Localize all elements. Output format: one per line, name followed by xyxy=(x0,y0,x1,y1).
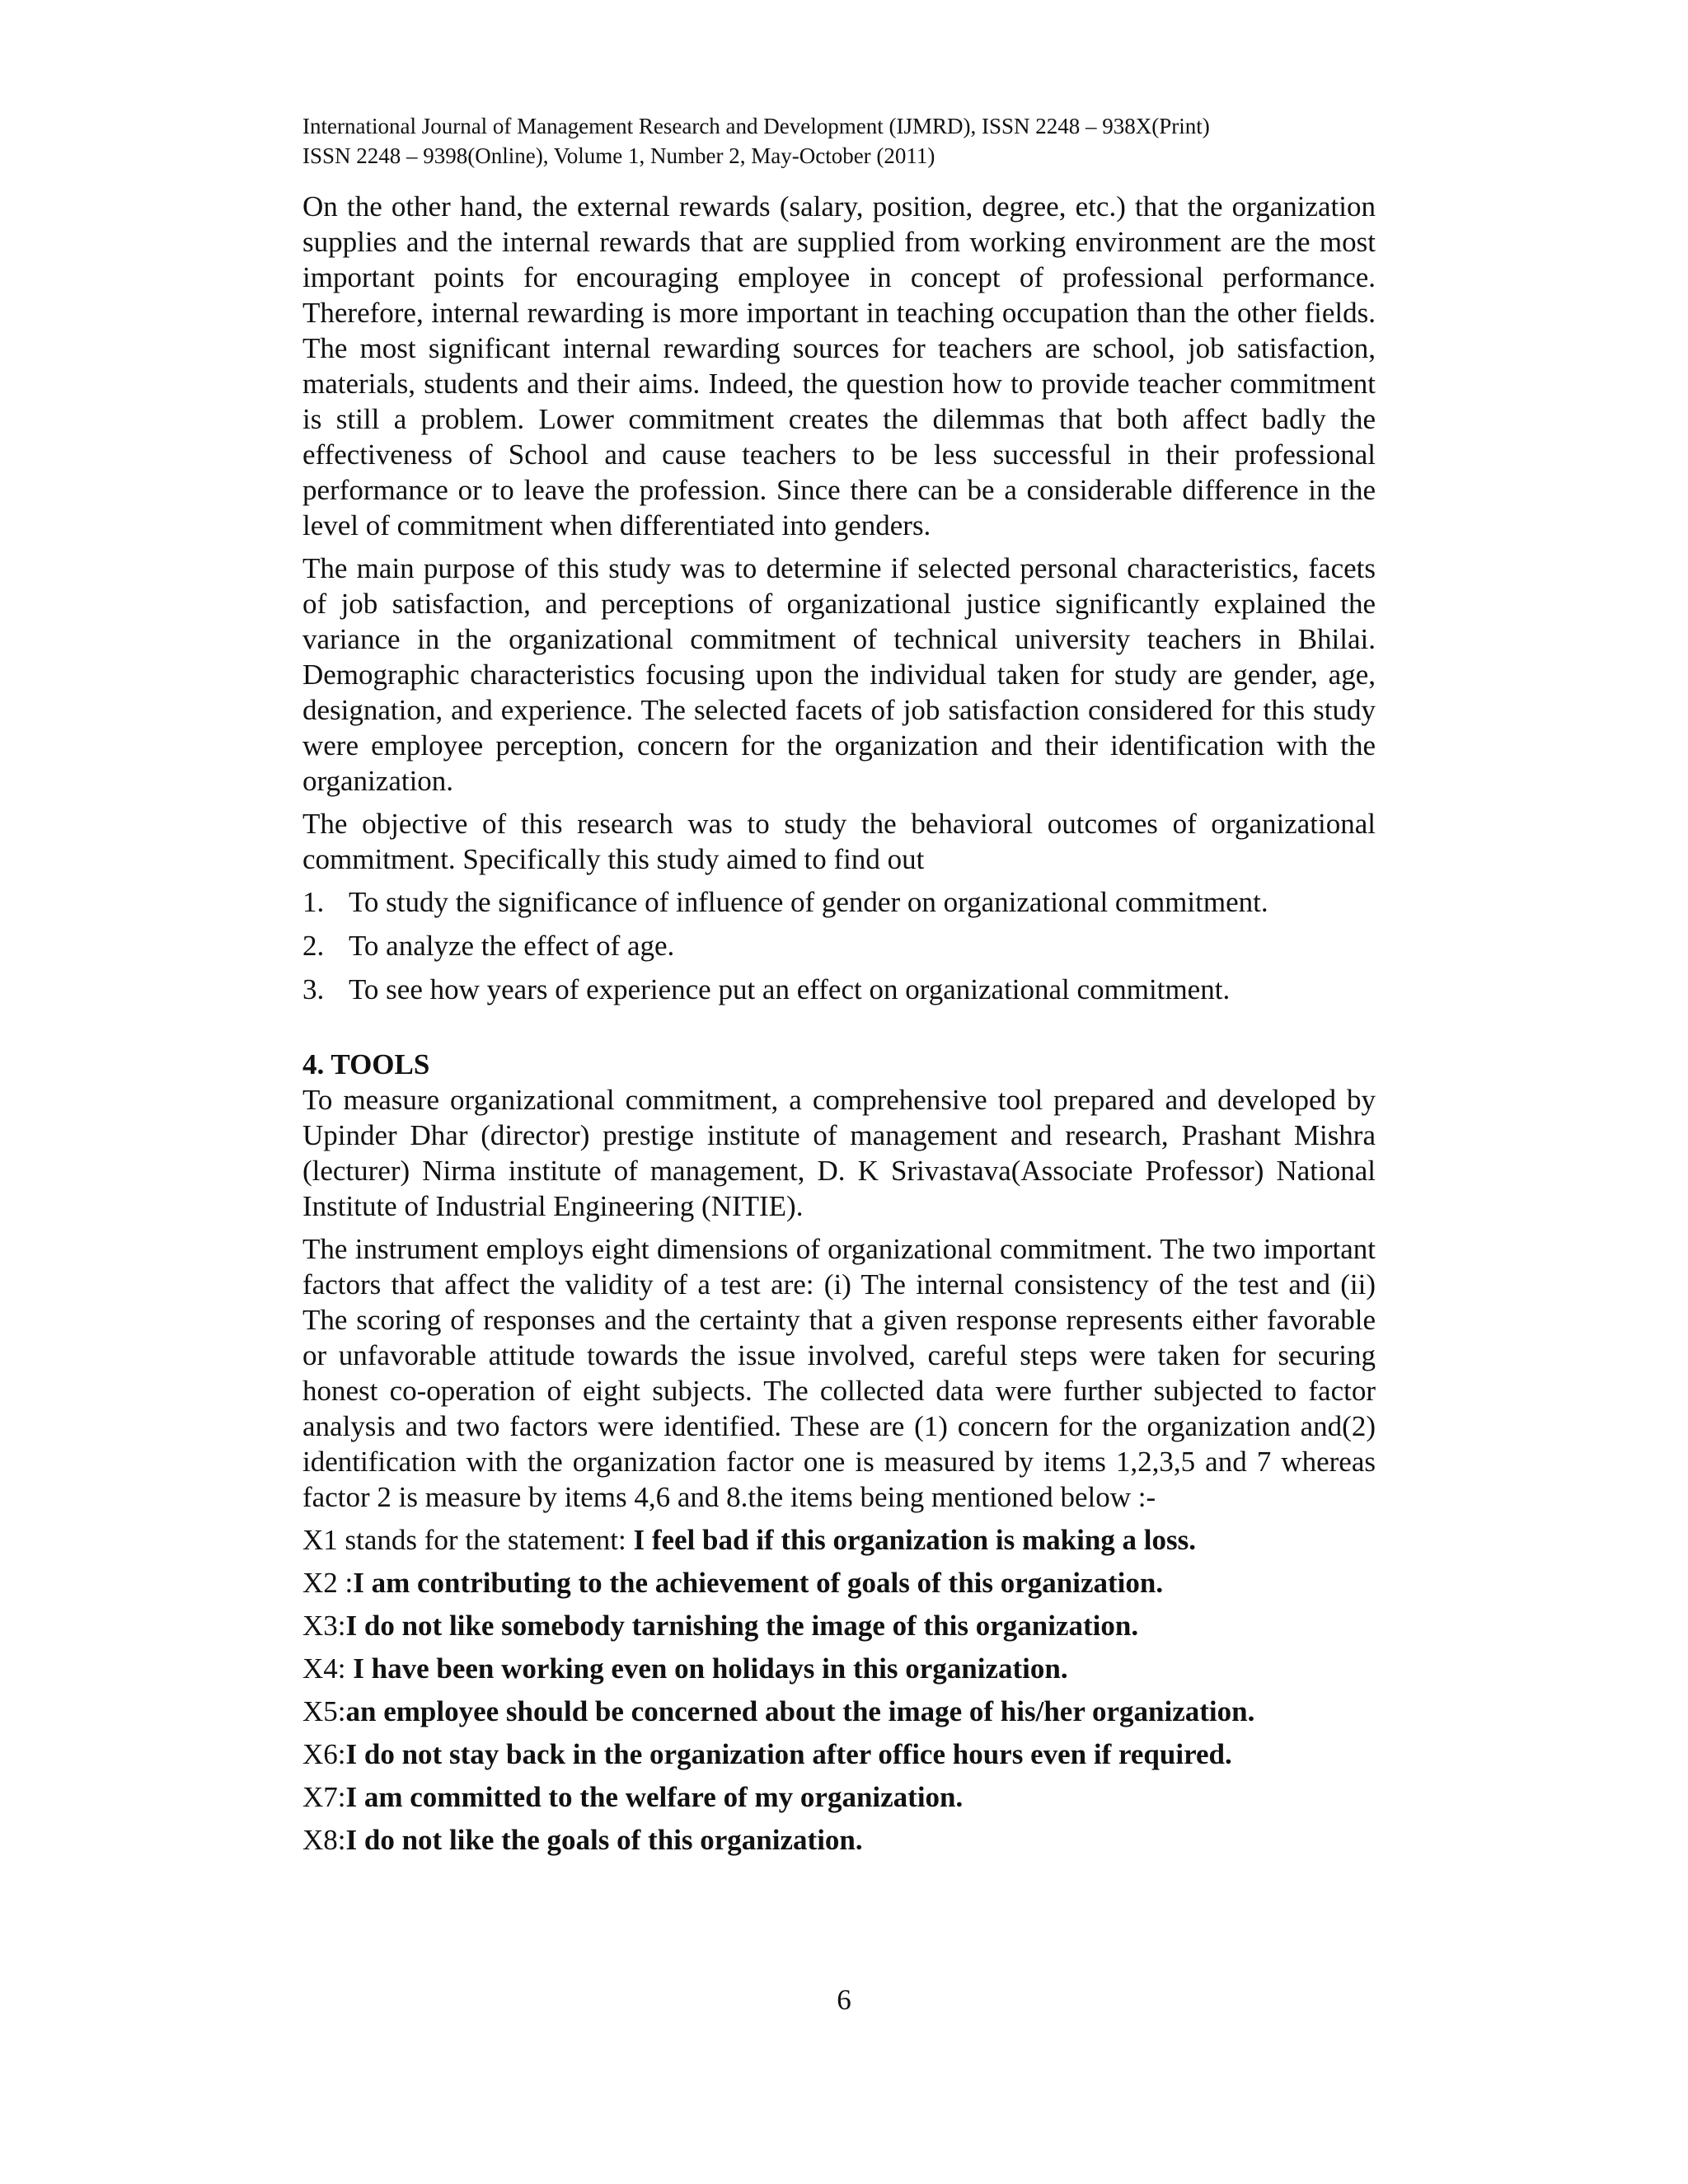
list-item xyxy=(302,928,1376,963)
item-label: X8: xyxy=(302,1824,346,1856)
item-statement: I do not stay back in the organization after office hours even if required. xyxy=(345,1738,1232,1770)
item-label: X4: xyxy=(302,1652,354,1685)
item-label: X3: xyxy=(302,1610,346,1642)
paragraph-purpose: The main purpose of this study was to determine if selected personal characteristics, facets of job satisfaction, and perceptions of organizational justice significantly explained the variance in the organizational commitment of technical university teachers in Bhilai. Demographic characteristics focusing upon the individual taken for study are gender, age, designation, and experience. The selected facets of job satisfaction considered for this study were employee perception, concern for the organization and their identification with the organization. xyxy=(302,552,1376,797)
item-x8 xyxy=(302,1822,1376,1858)
objectives-list xyxy=(302,884,1376,1007)
list-item xyxy=(302,884,1376,920)
section-heading-tools: 4. TOOLS xyxy=(302,1048,430,1080)
item-x2 xyxy=(302,1565,1376,1601)
item-statement: I am committed to the welfare of my organization. xyxy=(345,1781,964,1813)
item-statement: I have been working even on holidays in this organization. xyxy=(353,1652,1068,1685)
list-item xyxy=(302,972,1376,1007)
journal-header-line-1: International Journal of Management Research and Development (IJMRD), ISSN 2248 – 938X(Print) xyxy=(302,114,1210,138)
paragraph-tools-instrument: The instrument employs eight dimensions of organizational commitment. The two important factors that affect the validity of a test are: (i) The internal consistency of the test and (ii) The scoring of responses and the certainty that a given response represents either favorable or unfavorable attitude towards the issue involved, careful steps were taken for securing honest co-operation of eight subjects. The collected data were further subjected to factor analysis and two factors were identified. These are (1) concern for the organization and(2) identification with the organization factor one is measured by items 1,2,3,5 and 7 whereas factor 2 is measure by items 4,6 and 8.the items being mentioned below :- xyxy=(302,1233,1376,1513)
item-x4 xyxy=(302,1651,1376,1686)
paragraph-rewards: On the other hand, the external rewards (salary, position, degree, etc.) that the organization supplies and the internal rewards that are supplied from working environment are the most important points for encouraging employee in concept of professional performance. Therefore, internal rewarding is more important in teaching occupation than the other fields. The most significant internal rewarding sources for teachers are school, job satisfaction, materials, students and their aims. Indeed, the question how to provide teacher commitment is still a problem. Lower commitment creates the dilemmas that both affect badly the effectiveness of School and cause teachers to be less successful in their professional performance or to leave the profession. Since there can be a considerable difference in the level of commitment when differentiated into genders. xyxy=(302,190,1376,541)
list-item-number: 2. xyxy=(302,930,325,962)
item-x6 xyxy=(302,1736,1376,1772)
item-x1 xyxy=(302,1522,1376,1558)
item-label: X1 stands for the statement: xyxy=(302,1524,634,1556)
paragraph-tools-measure: To measure organizational commitment, a comprehensive tool prepared and developed by Upinder Dhar (director) prestige institute of management and research, Prashant Mishra (lecturer) Nirma institute of management, D. K Srivastava(Associate Professor) National Institute of Industrial Engineering (NITIE). xyxy=(302,1084,1376,1222)
list-item-number: 3. xyxy=(302,973,325,1005)
items-list xyxy=(302,1522,1376,1858)
paragraph-objective: The objective of this research was to study the behavioral outcomes of organizational commitment. Specifically this study aimed to find out xyxy=(302,808,1376,875)
item-x3 xyxy=(302,1608,1376,1643)
item-statement: I do not like somebody tarnishing the image of this organization. xyxy=(345,1610,1139,1642)
item-statement: I am contributing to the achievement of goals of this organization. xyxy=(353,1567,1164,1599)
item-statement: I feel bad if this organization is making a loss. xyxy=(633,1524,1197,1556)
item-label: X6: xyxy=(302,1738,346,1770)
item-label: X7: xyxy=(302,1781,346,1813)
item-label: X2 : xyxy=(302,1567,354,1599)
list-item-text: To analyze the effect of age. xyxy=(349,930,675,962)
item-x7 xyxy=(302,1779,1376,1815)
journal-header xyxy=(302,111,1376,171)
page-content xyxy=(302,111,1376,1865)
journal-header-line-2: ISSN 2248 – 9398(Online), Volume 1, Number 2, May-October (2011) xyxy=(302,143,935,168)
item-statement: I do not like the goals of this organization. xyxy=(345,1824,863,1856)
item-label: X5: xyxy=(302,1695,346,1727)
list-item-text: To see how years of experience put an effect on organizational commitment. xyxy=(349,973,1231,1005)
list-item-number: 1. xyxy=(302,886,325,918)
item-statement: an employee should be concerned about the image of his/her organization. xyxy=(345,1695,1255,1727)
list-item-text: To study the significance of influence of gender on organizational commitment. xyxy=(349,886,1268,918)
item-x5 xyxy=(302,1694,1376,1729)
page-number: 6 xyxy=(837,1984,851,2016)
